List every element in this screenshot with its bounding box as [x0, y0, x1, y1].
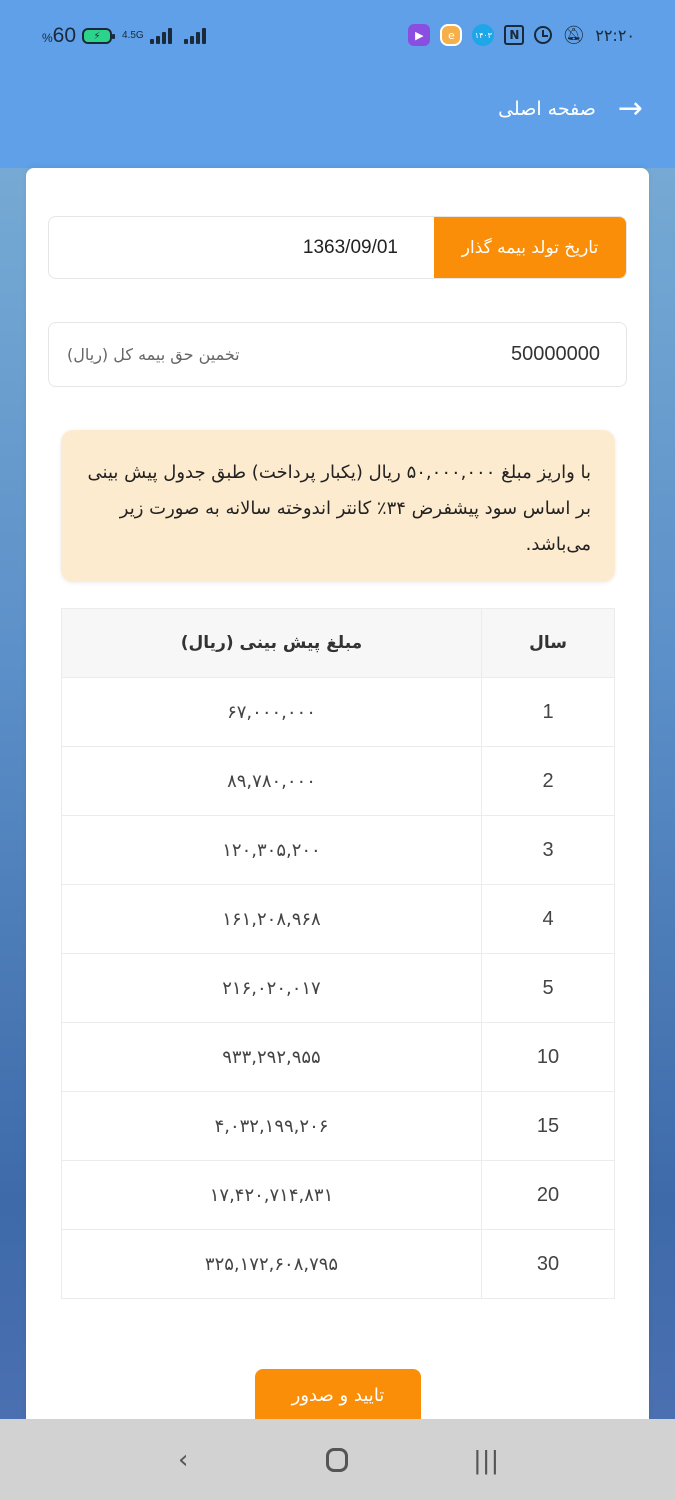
notifications-muted-icon: 🔕︎ — [562, 24, 586, 46]
nfc-icon: N — [504, 25, 524, 45]
calendar-1403-icon: ۱۴۰۳ — [472, 24, 494, 46]
premium-input[interactable] — [48, 322, 627, 387]
alarm-clock-icon — [534, 26, 552, 44]
birth-date-value[interactable]: 1363/09/01 — [302, 236, 398, 258]
amount-cell: ۶۷,۰۰۰,۰۰۰ — [62, 678, 482, 747]
year-cell: 30 — [482, 1230, 615, 1299]
year-cell: 10 — [482, 1023, 615, 1092]
status-bar — [0, 22, 675, 54]
year-cell: 3 — [482, 816, 615, 885]
battery-charging-icon: ⚡ — [82, 28, 112, 44]
table-header-row — [62, 609, 615, 678]
amount-cell: ۱۶۱,۲۰۸,۹۶۸ — [62, 885, 482, 954]
back-to-home-button[interactable] — [498, 91, 643, 126]
info-notice: با واریز مبلغ ۵۰,۰۰۰,۰۰۰ ریال (یکبار پرداخت) طبق جدول پیش بینی بر اساس سود پیشفرض ۳۴٪ کانتر اندوخته سالانه به صورت زیر می‌باشد. — [61, 430, 615, 582]
premium-placeholder: تخمین حق بیمه کل (ریال) — [67, 345, 240, 364]
header-amount: مبلغ پیش بینی (ریال) — [62, 609, 482, 678]
table-row — [62, 678, 615, 747]
year-cell: 15 — [482, 1092, 615, 1161]
table-row — [62, 1161, 615, 1230]
year-cell: 2 — [482, 747, 615, 816]
premium-value[interactable]: 50000000 — [511, 343, 600, 365]
arrow-right-icon: → — [617, 91, 643, 126]
signal-strength-icon — [150, 28, 172, 44]
nav-recent-apps-icon[interactable]: ||| — [474, 1445, 501, 1475]
back-label: صفحه اصلی — [498, 98, 596, 120]
app-header — [0, 0, 675, 168]
amount-cell: ۹۳۳,۲۹۲,۹۵۵ — [62, 1023, 482, 1092]
battery-value: 60 — [52, 24, 77, 47]
table-row — [62, 747, 615, 816]
amount-cell: ۱۷,۴۲۰,۷۱۴,۸۳۱ — [62, 1161, 482, 1230]
table-row — [62, 1023, 615, 1092]
table-row — [62, 1230, 615, 1299]
battery-percentage — [42, 24, 76, 48]
percent-sign: % — [42, 31, 53, 45]
table-row — [62, 816, 615, 885]
year-cell: 5 — [482, 954, 615, 1023]
birth-date-field[interactable] — [48, 216, 627, 279]
projection-table — [61, 608, 615, 1299]
video-player-icon: ▶ — [408, 24, 430, 46]
year-cell: 4 — [482, 885, 615, 954]
nav-back-icon[interactable]: ‹ — [178, 1445, 189, 1475]
year-cell: 1 — [482, 678, 615, 747]
status-bar-right — [408, 24, 635, 46]
amount-cell: ۳۲۵,۱۷۲,۶۰۸,۷۹۵ — [62, 1230, 482, 1299]
confirm-and-issue-button[interactable]: تایید و صدور — [255, 1369, 421, 1429]
system-navigation-bar — [0, 1419, 675, 1500]
header-year: سال — [482, 609, 615, 678]
status-time: ۲۲:۲۰ — [595, 25, 635, 45]
table-row — [62, 885, 615, 954]
status-bar-left — [42, 24, 206, 48]
signal-strength-icon-2 — [184, 28, 206, 44]
amount-cell: ۸۹,۷۸۰,۰۰۰ — [62, 747, 482, 816]
amount-cell: ۲۱۶,۰۲۰,۰۱۷ — [62, 954, 482, 1023]
network-type: 4.5G — [122, 30, 144, 41]
year-cell: 20 — [482, 1161, 615, 1230]
birth-date-label: تاریخ تولد بیمه گذار — [434, 217, 626, 278]
table-row — [62, 954, 615, 1023]
amount-cell: ۱۲۰,۳۰۵,۲۰۰ — [62, 816, 482, 885]
table-row — [62, 1092, 615, 1161]
main-card — [26, 168, 649, 1428]
amount-cell: ۴,۰۳۲,۱۹۹,۲۰۶ — [62, 1092, 482, 1161]
nav-home-icon[interactable] — [326, 1448, 348, 1472]
orange-e-app-icon: e — [440, 24, 462, 46]
